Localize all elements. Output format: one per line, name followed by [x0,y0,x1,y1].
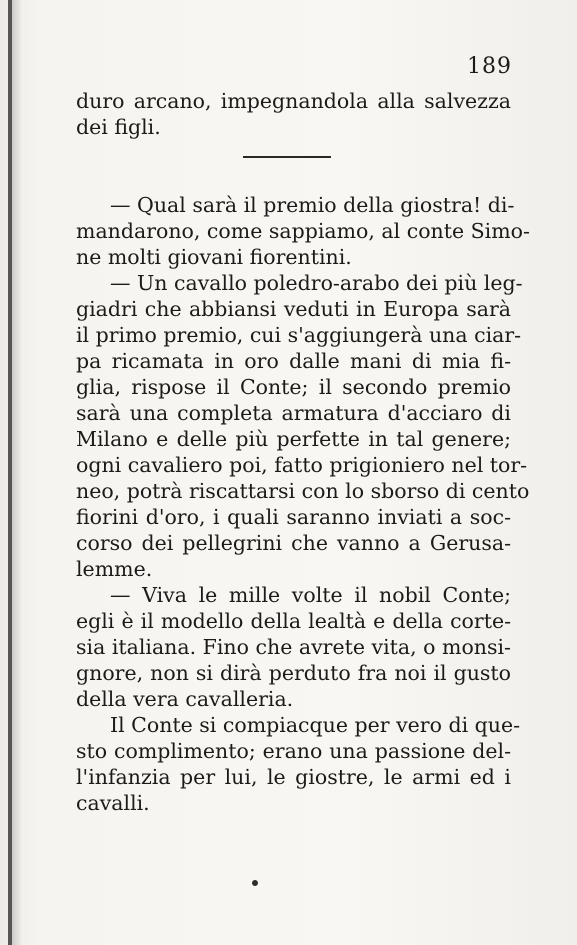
intro-paragraph [76,88,511,140]
text-line: Milano e delle più perfette in tal genere; [76,427,511,451]
text-line: egli è il modello della lealtà e della corte- [76,609,511,633]
text-line: cavalli. [76,791,150,815]
text-line: neo, potrà riscattarsi con lo sborso di cento [76,479,530,503]
text-line: — Un cavallo poledro-arabo dei più leg- [110,271,523,295]
text-line: sto complimento; erano una passione del- [76,739,511,763]
text-line: mandarono, come sappiamo, al conte Simo- [76,219,530,243]
text-line: glia, rispose il Conte; il secondo premio [76,375,511,399]
text-line: sia italiana. Fino che avrete vita, o monsi- [76,635,511,659]
main-text [76,192,530,816]
text-line: sarà una completa armatura d'acciaro di [76,401,511,425]
text-line: Il Conte si compiacque per vero di que- [110,713,521,737]
text-line: corso dei pellegrini che vanno a Gerusa- [76,531,511,555]
text-line: l'infanzia per lui, le giostre, le armi ed i [76,765,511,789]
text-line: lemme. [76,557,153,581]
text-line: pa ricamata in oro dalle mani di mia fi- [76,349,511,373]
text-line: il primo premio, cui s'aggiungerà una ciar- [76,323,522,347]
text-line: duro arcano, impegnandola alla salvezza [76,89,511,113]
text-line: — Viva le mille volte il nobil Conte; [110,583,511,607]
page-number: 189 [467,54,512,79]
text-line: ogni cavaliero poi, fatto prigioniero nel tor- [76,453,528,477]
text-line: gnore, non si dirà perduto fra noi il gusto [76,661,511,685]
text-line: della vera cavalleria. [76,687,294,711]
text-line: ne molti giovani fiorentini. [76,245,352,269]
text-line: — Qual sarà il premio della giostra! di- [110,193,515,217]
ink-dot [252,880,258,886]
spine-shadow [12,0,22,945]
text-line: fiorini d'oro, i quali saranno inviati a soc- [76,505,511,529]
text-line: dei figli. [76,115,161,139]
text-line: giadri che abbiansi veduti in Europa sarà [76,297,511,321]
section-divider [243,156,331,158]
